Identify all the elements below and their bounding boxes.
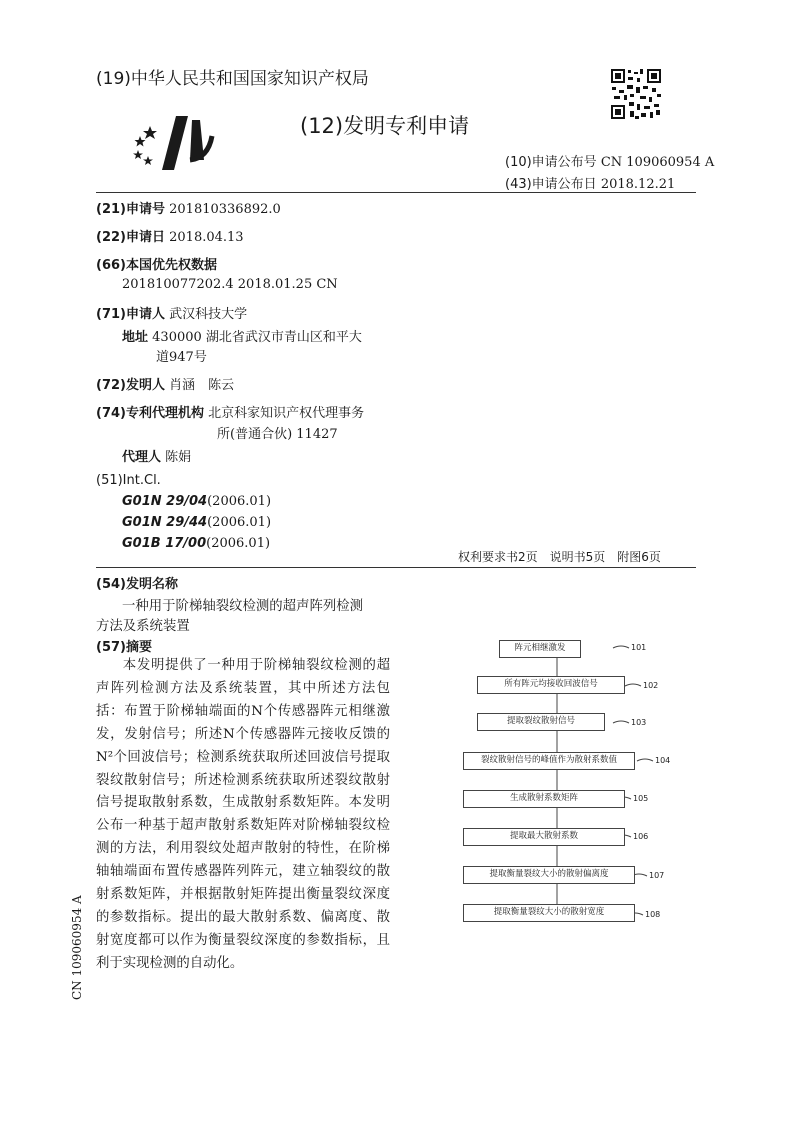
address-line-2: 道947号 bbox=[156, 350, 207, 365]
flow-step-number: 106 bbox=[633, 832, 649, 841]
ipc-code: G01N 29/44 bbox=[122, 515, 208, 530]
priority-label: (66)本国优先权数据 bbox=[96, 258, 217, 273]
page-counts: 权利要求书2页 说明书5页 附图6页 bbox=[458, 550, 661, 564]
application-number: 201810336892.0 bbox=[169, 202, 281, 217]
qr-code bbox=[610, 68, 662, 120]
agency-row bbox=[96, 402, 364, 421]
section-divider bbox=[96, 567, 696, 568]
priority-data: 201810077202.4 2018.01.25 CN bbox=[122, 277, 338, 292]
ipc-code: G01N 29/04 bbox=[122, 494, 208, 509]
flow-step-number: 101 bbox=[631, 643, 647, 652]
flow-step-number: 105 bbox=[633, 794, 649, 803]
application-date: 2018.04.13 bbox=[169, 230, 244, 245]
ipc-code: G01B 17/00 bbox=[122, 536, 207, 551]
ipc-version: (2006.01) bbox=[206, 536, 271, 551]
flow-step: 所有阵元均接收回波信号 bbox=[477, 676, 625, 694]
side-publication-number: CN 109060954 A bbox=[70, 895, 84, 1000]
flow-step-number: 103 bbox=[631, 718, 647, 727]
address-label: 地址 bbox=[122, 330, 149, 345]
agent-label: 代理人 bbox=[122, 450, 162, 465]
abstract-label: (57)摘要 bbox=[96, 640, 152, 655]
application-number-row bbox=[96, 198, 281, 217]
office-name: (19)中华人民共和国国家知识产权局 bbox=[96, 69, 369, 89]
ipc-version: (2006.01) bbox=[207, 515, 272, 530]
agent-row bbox=[122, 446, 191, 465]
flow-step: 提取裂纹散射信号 bbox=[477, 713, 605, 731]
flow-step: 裂纹散射信号的峰值作为散射系数值 bbox=[463, 752, 635, 770]
publication-number: CN 109060954 A bbox=[600, 155, 715, 170]
invention-title-line-1: 一种用于阶梯轴裂纹检测的超声阵列检测 bbox=[122, 599, 364, 614]
flow-step: 生成散射系数矩阵 bbox=[463, 790, 625, 808]
agency-line-1: 北京科家知识产权代理事务 bbox=[208, 406, 365, 421]
publication-number-label: (10)申请公布号 bbox=[505, 155, 597, 170]
agency-label: (74)专利代理机构 bbox=[96, 406, 204, 421]
applicant-name: 武汉科技大学 bbox=[169, 307, 248, 322]
ipc-label: (51)Int.Cl. bbox=[96, 473, 161, 488]
flow-step: 提取衡量裂纹大小的散射宽度 bbox=[463, 904, 635, 922]
publication-number-row bbox=[505, 151, 714, 170]
inventor-row bbox=[96, 374, 234, 393]
application-date-row bbox=[96, 226, 244, 245]
patent-office-logo bbox=[128, 112, 218, 174]
ipc-entry bbox=[122, 536, 270, 551]
title-label: (54)发明名称 bbox=[96, 577, 178, 592]
flow-step: 提取最大散射系数 bbox=[463, 828, 625, 846]
applicant-row bbox=[96, 303, 247, 322]
flow-step: 阵元相继激发 bbox=[499, 640, 581, 658]
application-number-label: (21)申请号 bbox=[96, 202, 165, 217]
publication-date: 2018.12.21 bbox=[600, 177, 676, 192]
agency-line-2: 所(普通合伙) 11427 bbox=[217, 427, 338, 442]
document-type: (12)发明专利申请 bbox=[300, 114, 470, 138]
flow-step-number: 107 bbox=[649, 871, 665, 880]
header-divider bbox=[96, 192, 696, 193]
ipc-version: (2006.01) bbox=[207, 494, 272, 509]
inventor-names: 肖涵 陈云 bbox=[169, 378, 235, 393]
address-line-1: 430000 湖北省武汉市青山区和平大 bbox=[152, 330, 362, 345]
flow-step-number: 102 bbox=[643, 681, 659, 690]
agent-name: 陈娟 bbox=[165, 450, 192, 465]
abstract-text: 本发明提供了一种用于阶梯轴裂纹检测的超声阵列检测方法及系统装置，其中所述方法包括：布置于阶梯轴端面的N个传感器阵元相继激发，发射信号；所述N个传感器阵元接收反馈的N²个回波信号；检测系统获取所述回波信号提取裂纹散射信号；所述检测系统获取所述裂纹散射信号提取散射系数，生成散射系数矩阵。本发明公布一种基于超声散射系数矩阵对阶梯轴裂纹检测的方法，利用裂纹处超声散射的特性，在阶梯轴轴端面布置传感器阵列阵元，建立轴裂纹的散射系数矩阵，并根据散射矩阵提出衡量裂纹深度的参数指标。提出的最大散射系数、偏离度、散射宽度都可以作为衡量裂纹深度的参数指标，且利于实现检测的自动化。 bbox=[96, 658, 390, 971]
ipc-entry bbox=[122, 515, 271, 530]
address-row bbox=[122, 326, 362, 345]
inventor-label: (72)发明人 bbox=[96, 378, 165, 393]
applicant-label: (71)申请人 bbox=[96, 307, 165, 322]
invention-title-line-2: 方法及系统装置 bbox=[96, 619, 190, 634]
flow-step-number: 104 bbox=[655, 756, 671, 765]
publication-date-row bbox=[505, 173, 675, 192]
publication-date-label: (43)申请公布日 bbox=[505, 177, 597, 192]
ipc-entry bbox=[122, 494, 271, 509]
flow-step: 提取衡量裂纹大小的散射偏离度 bbox=[463, 866, 635, 884]
flow-step-number: 108 bbox=[645, 910, 661, 919]
application-date-label: (22)申请日 bbox=[96, 230, 165, 245]
